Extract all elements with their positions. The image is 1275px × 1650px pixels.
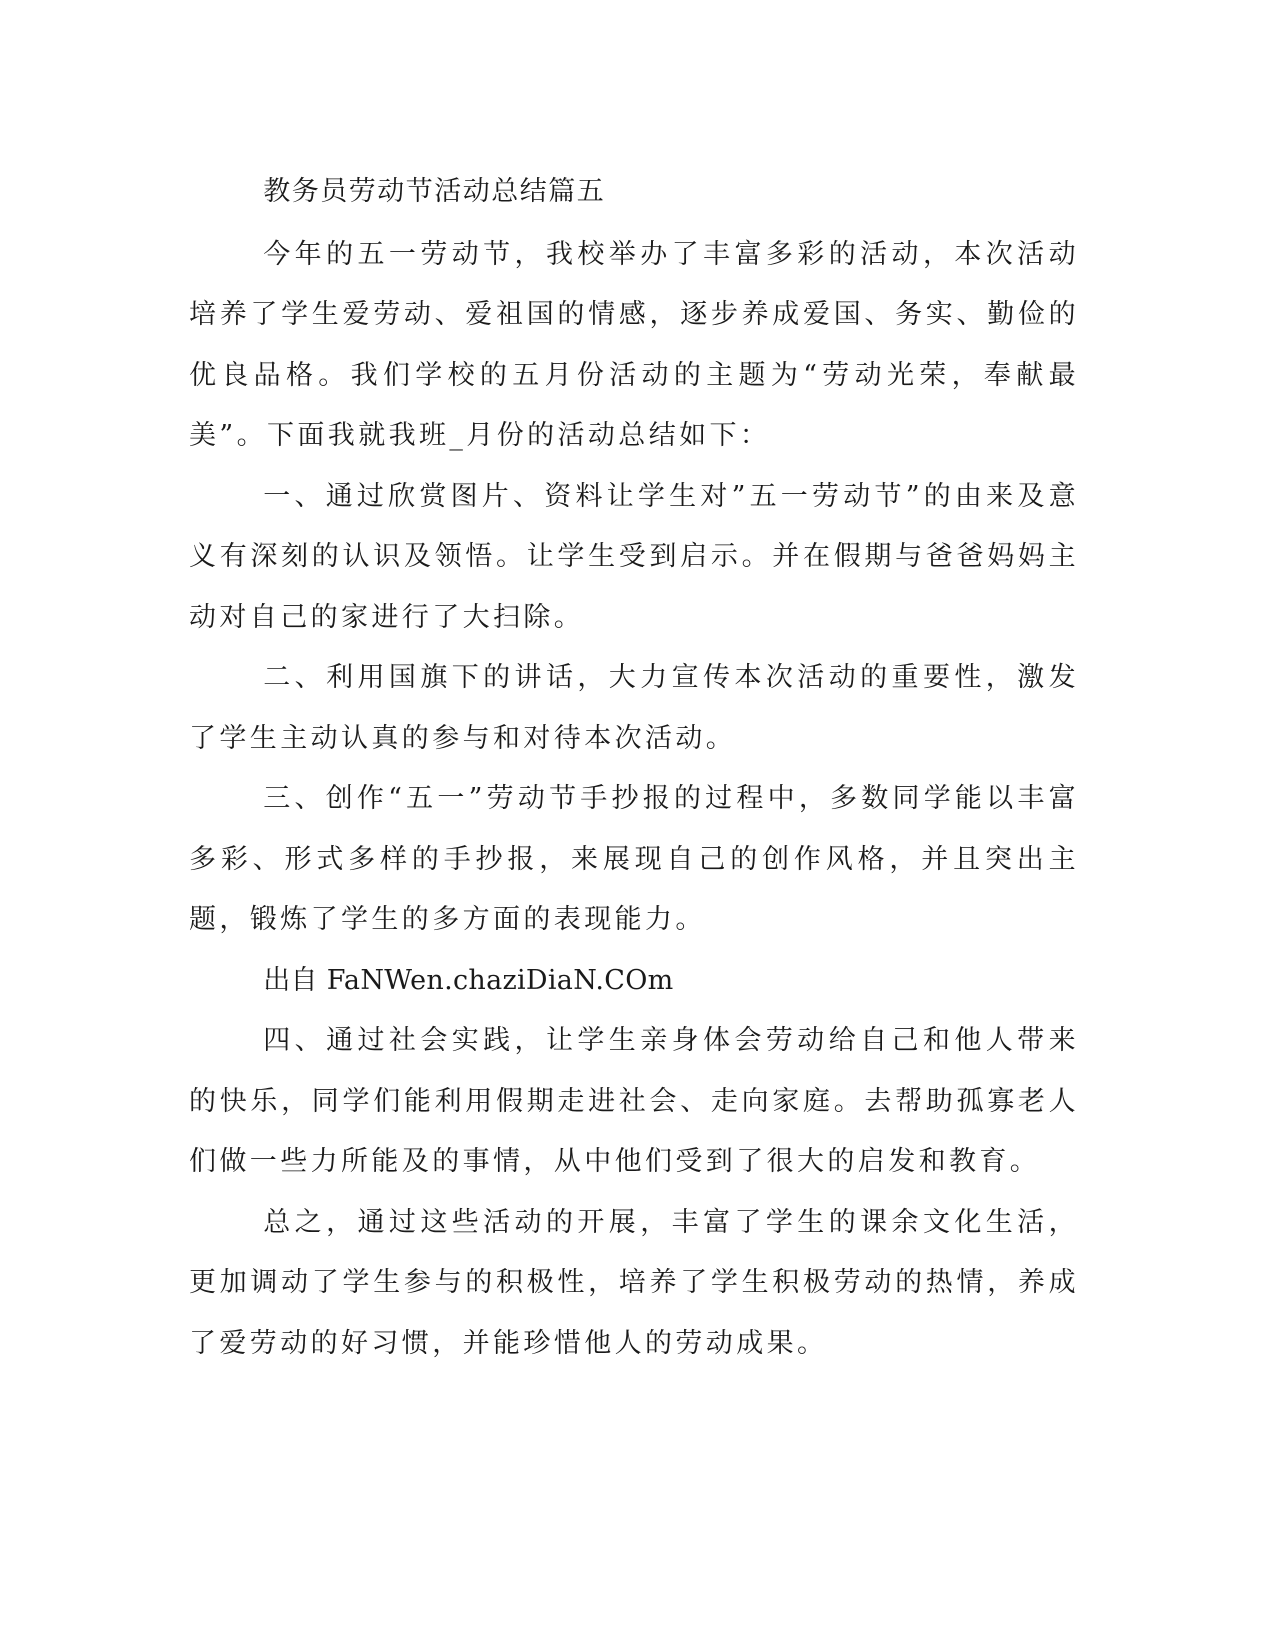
- document-title: 教务员劳动节活动总结篇五: [263, 176, 606, 207]
- paragraph-point-one: 一、通过欣赏图片、资料让学生对”五一劳动节”的由来及意义有深刻的认识及领悟。让学生受到启示。并在假期与爸爸妈妈主动对自己的家进行了大扫除。: [189, 480, 1079, 633]
- source-note: 出自 FaNWen.chaziDiaN.COm: [263, 964, 674, 996]
- document-body: [189, 162, 1079, 1374]
- paragraph-point-two: 二、利用国旗下的讲话，大力宣传本次活动的重要性，激发了学生主动认真的参与和对待本次活动。: [189, 662, 1079, 754]
- paragraph-conclusion: 总之，通过这些活动的开展，丰富了学生的课余文化生活，更加调动了学生参与的积极性，培养了学生积极劳动的热情，养成了爱劳动的好习惯，并能珍惜他人的劳动成果。: [189, 1206, 1079, 1359]
- paragraph-point-four: 四、通过社会实践，让学生亲身体会劳动给自己和他人带来的快乐，同学们能利用假期走进社会、走向家庭。去帮助孤寡老人们做一些力所能及的事情，从中他们受到了很大的启发和教育。: [189, 1025, 1079, 1177]
- paragraph-intro: 今年的五一劳动节，我校举办了丰富多彩的活动，本次活动培养了学生爱劳动、爱祖国的情感，逐步养成爱国、务实、勤俭的优良品格。我们学校的五月份活动的主题为“劳动光荣，奉献最美”。下面我就我班_月份的活动总结如下：: [189, 238, 1079, 451]
- paragraph-point-three: 三、创作“五一”劳动节手抄报的过程中，多数同学能以丰富多彩、形式多样的手抄报，来展现自己的创作风格，并且突出主题，锻炼了学生的多方面的表现能力。: [189, 783, 1079, 935]
